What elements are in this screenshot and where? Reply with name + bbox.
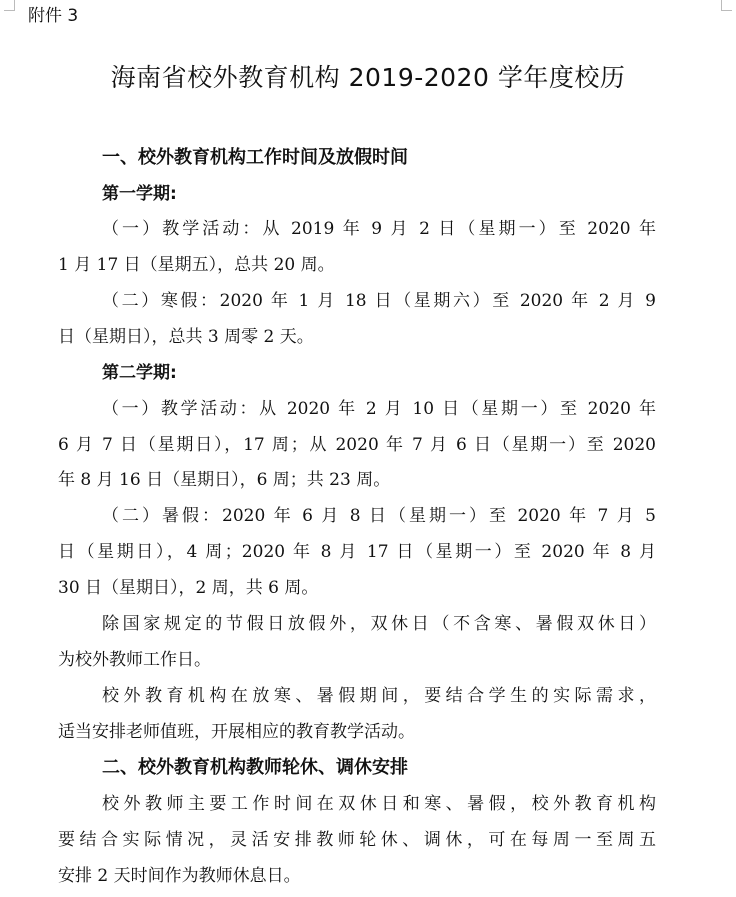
section-1-heading: 一、校外教育机构工作时间及放假时间 — [102, 147, 408, 168]
holiday-duty-line-2: 适当安排老师值班，开展相应的教育教学活动。 — [58, 722, 415, 742]
crop-mark-right — [721, 0, 732, 11]
section-2-line-2: 要结合实际情况，灵活安排教师轮休、调休，可在每周一至周五 — [58, 830, 656, 850]
document-title: 海南省校外教育机构 2019-2020 学年度校历 — [110, 63, 626, 92]
term-2-teaching-line-2: 6 月 7 日（星期日），17 周；从 2020 年 7 月 6 日（星期一）至 2020 — [58, 435, 656, 455]
holiday-duty-line-1: 校外教育机构在放寒、暑假期间，要结合学生的实际需求， — [102, 686, 656, 706]
term-1-winter-line-1: （二）寒假：2020 年 1 月 18 日（星期六）至 2020 年 2 月 9 — [102, 291, 656, 311]
attachment-label: 附件 3 — [28, 6, 79, 26]
section-2-line-3: 安排 2 天时间作为教师休息日。 — [58, 866, 301, 886]
term-2-teaching-line-3: 年 8 月 16 日（星期日），6 周；共 23 周。 — [58, 470, 391, 490]
term-2-summer-line-2: 日（星期日），4 周；2020 年 8 月 17 日（星期一）至 2020 年 8 月 — [58, 542, 656, 562]
term-1-winter-line-2: 日（星期日），总共 3 周零 2 天。 — [58, 327, 314, 347]
term-1-teaching-line-1: （一）教学活动：从 2019 年 9 月 2 日（星期一）至 2020 年 — [102, 219, 656, 239]
term-2-teaching-line-1: （一）教学活动：从 2020 年 2 月 10 日（星期一）至 2020 年 — [102, 399, 656, 419]
term-2-summer-line-1: （二）暑假：2020 年 6 月 8 日（星期一）至 2020 年 7 月 5 — [102, 506, 656, 526]
weekend-rule-line-2: 为校外教师工作日。 — [58, 650, 211, 670]
term-2-summer-line-3: 30 日（星期日），2 周，共 6 周。 — [58, 578, 319, 598]
weekend-rule-line-1: 除国家规定的节假日放假外，双休日（不含寒、暑假双休日） — [102, 614, 656, 634]
section-2-heading: 二、校外教育机构教师轮休、调休安排 — [102, 757, 408, 778]
term-1-label: 第一学期: — [102, 184, 177, 204]
term-1-teaching-line-2: 1 月 17 日（星期五），总共 20 周。 — [58, 255, 335, 275]
term-2-label: 第二学期: — [102, 363, 177, 383]
section-2-line-1: 校外教师主要工作时间在双休日和寒、暑假，校外教育机构 — [102, 794, 656, 814]
crop-mark-left — [4, 0, 15, 11]
